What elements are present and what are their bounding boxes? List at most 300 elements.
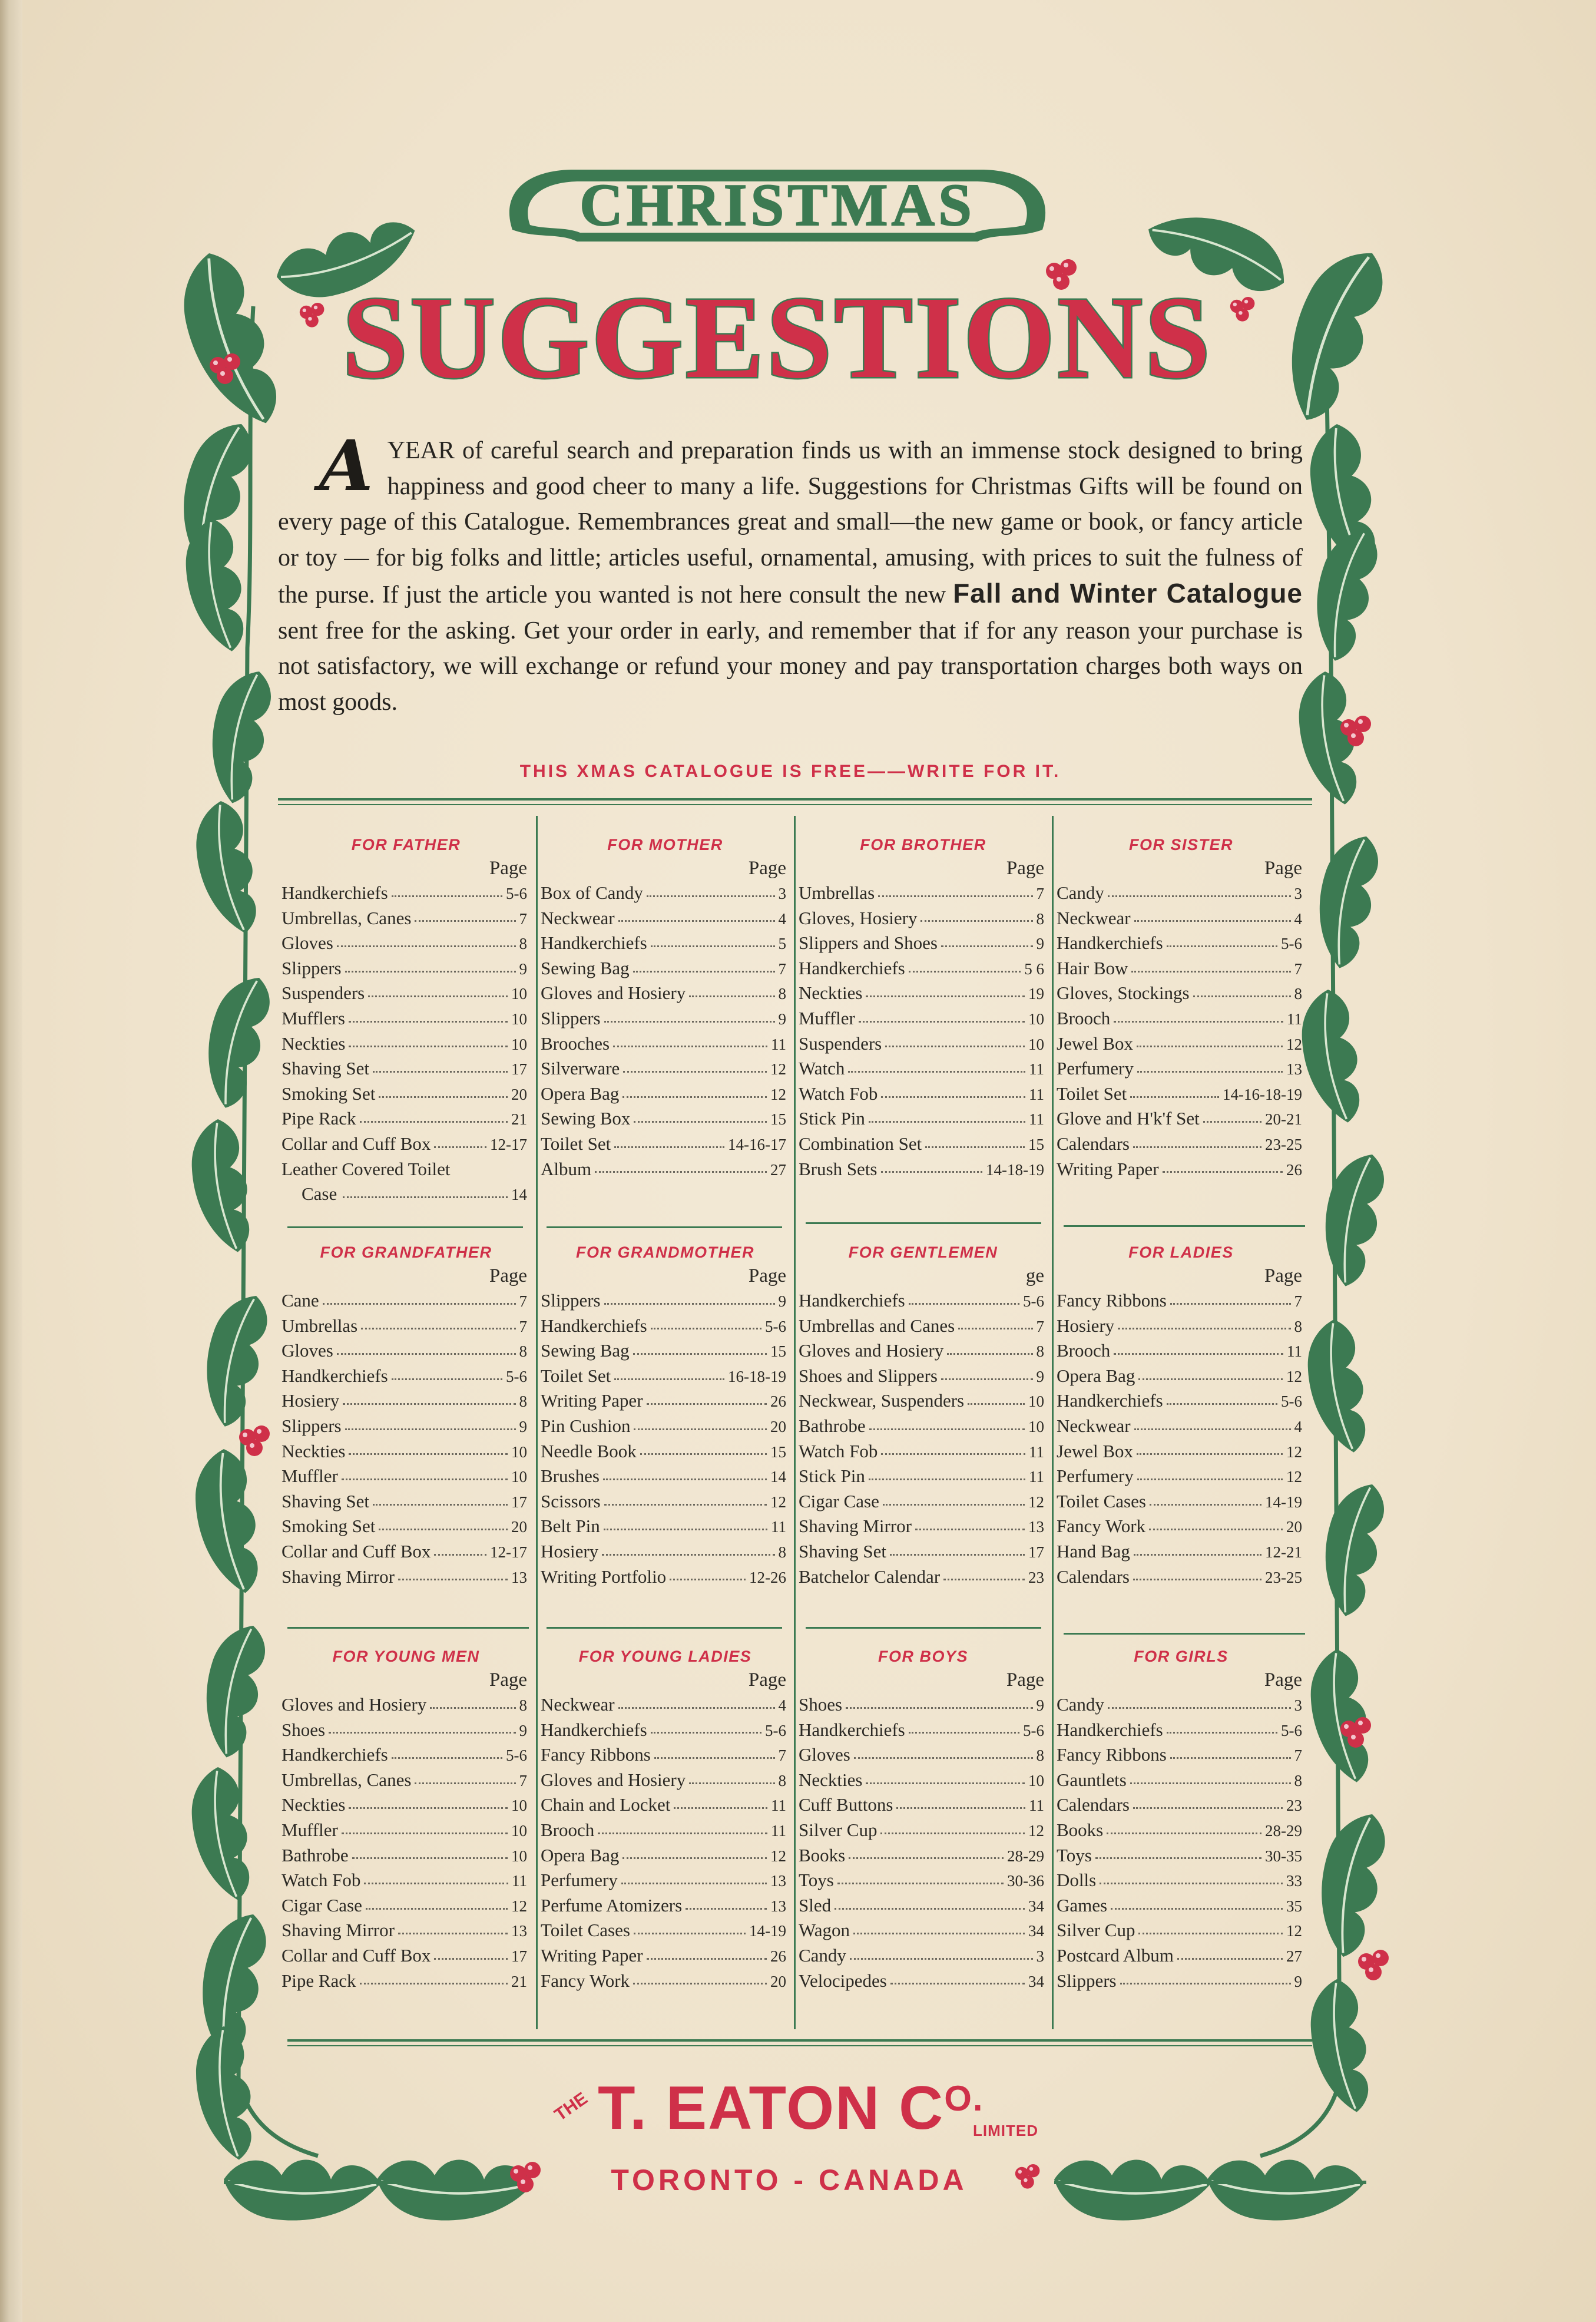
- leader-dots: [883, 1504, 1025, 1506]
- item-name: Cane: [282, 1290, 319, 1311]
- item-page: 10: [1028, 1392, 1044, 1411]
- leader-dots: [360, 1983, 508, 1984]
- list-item: [1053, 1843, 1309, 1868]
- category-for-girls: [1053, 1645, 1309, 1993]
- item-name: Hosiery: [282, 1390, 340, 1411]
- item-name: Shaving Mirror: [799, 1516, 912, 1537]
- item-name: Neckwear: [541, 907, 615, 928]
- item-name: Neckties: [799, 983, 863, 1004]
- leader-dots: [368, 995, 508, 997]
- item-name: Shaving Set: [282, 1058, 369, 1079]
- item-page: 10: [1028, 1035, 1044, 1053]
- leader-dots: [689, 1782, 774, 1784]
- list-item: [795, 1564, 1051, 1590]
- item-name: Umbrellas: [282, 1315, 358, 1336]
- list-item: [795, 956, 1051, 981]
- list-item: [278, 1106, 534, 1132]
- item-name: Neckties: [799, 1769, 863, 1790]
- item-page: 8: [519, 935, 527, 953]
- item-name: Gloves and Hosiery: [799, 1340, 944, 1361]
- list-item: [537, 1288, 793, 1314]
- item-page: 35: [1286, 1897, 1302, 1915]
- item-page: 11: [512, 1872, 527, 1890]
- leader-dots: [670, 1579, 746, 1580]
- page-column-header: Page: [1264, 1265, 1302, 1286]
- item-name: Neckwear, Suspenders: [799, 1390, 965, 1411]
- item-page: 10: [511, 985, 527, 1003]
- category-title: FOR SISTER: [1128, 836, 1233, 854]
- list-item: [537, 1132, 793, 1157]
- item-name: Brushes: [541, 1466, 600, 1487]
- leader-dots: [849, 1857, 1004, 1859]
- list-item: [1053, 1893, 1309, 1919]
- item-name: Opera Bag: [541, 1083, 620, 1104]
- item-name: Pipe Rack: [282, 1970, 356, 1991]
- item-page: 28-29: [1265, 1821, 1302, 1840]
- list-item: [1053, 1718, 1309, 1743]
- list-item: [1053, 931, 1309, 956]
- item-name: Bathrobe: [799, 1415, 866, 1436]
- list-item: [537, 1943, 793, 1969]
- item-page: 4: [1294, 1417, 1302, 1435]
- leader-dots: [379, 1529, 508, 1530]
- list-item: [795, 1414, 1051, 1439]
- item-name: Watch: [799, 1058, 845, 1079]
- item-name: Handkerchiefs: [282, 1365, 388, 1386]
- item-name: Velocipedes: [799, 1970, 887, 1991]
- intro-text-after: sent free for the asking. Get your order in early, and remember that if for any reason your purchase is not satisfactory, we will exchange or refund your money and pay transportation charges both ways on most goods.: [278, 617, 1303, 716]
- leader-dots: [392, 895, 502, 897]
- leader-dots: [1149, 1529, 1283, 1530]
- item-name: Books: [799, 1844, 846, 1865]
- list-item: [1053, 1564, 1309, 1590]
- item-name: Slippers: [282, 957, 342, 978]
- list-item: [795, 1692, 1051, 1718]
- leader-dots: [366, 1908, 508, 1910]
- list-item: [1053, 1388, 1309, 1414]
- item-page: 14: [770, 1468, 786, 1486]
- suggestions-title: [318, 265, 1237, 406]
- list-item: [1053, 1314, 1309, 1339]
- item-name: Wagon: [799, 1920, 850, 1941]
- leader-dots: [968, 1403, 1025, 1405]
- company-city: TORONTO - CANADA: [611, 2164, 968, 2197]
- item-page: 20: [770, 1972, 786, 1990]
- item-name: Muffler: [282, 1466, 338, 1487]
- item-name: Slippers: [541, 1290, 601, 1311]
- item-name: Sled: [799, 1894, 832, 1916]
- leader-dots: [909, 1303, 1019, 1305]
- list-item: [278, 1969, 534, 1994]
- leader-dots: [1170, 1757, 1291, 1759]
- list-item: [795, 1031, 1051, 1057]
- category-for-boys: [795, 1645, 1051, 1993]
- list-item: [537, 1768, 793, 1793]
- item-name: Silverware: [541, 1058, 620, 1079]
- rule-bottom-2: [287, 2045, 1312, 2046]
- leader-dots: [1100, 1883, 1283, 1884]
- item-name: Pipe Rack: [282, 1108, 356, 1129]
- item-page: 12: [1286, 1443, 1302, 1461]
- leader-dots: [1134, 1428, 1291, 1430]
- leader-dots: [1193, 995, 1291, 997]
- page-column-header: Page: [1006, 1669, 1044, 1691]
- item-name: Shoes: [799, 1694, 843, 1715]
- item-page: 10: [511, 1797, 527, 1815]
- item-name: Box of Candy: [541, 882, 643, 903]
- leader-dots: [415, 920, 515, 922]
- list-item: [795, 1539, 1051, 1564]
- item-name: Writing Paper: [1057, 1158, 1159, 1179]
- item-page: 5: [778, 935, 786, 953]
- leader-dots: [1163, 1171, 1283, 1173]
- list-item: [795, 1843, 1051, 1868]
- leader-dots: [349, 1021, 508, 1023]
- item-name: Gloves and Hosiery: [541, 1769, 686, 1790]
- list-item: [278, 1489, 534, 1514]
- leader-dots: [647, 1958, 767, 1960]
- leader-dots: [947, 1353, 1032, 1355]
- leader-dots: [1203, 1121, 1261, 1123]
- list-item: [1053, 1157, 1309, 1182]
- leader-dots: [1107, 1833, 1261, 1834]
- page-column-header: Page: [489, 858, 527, 879]
- category-for-young-ladies: [537, 1645, 793, 1993]
- item-page: 8: [1294, 1771, 1302, 1790]
- item-name: Jewel Box: [1057, 1033, 1134, 1054]
- list-item: [537, 1868, 793, 1893]
- item-name: Watch Fob: [799, 1440, 878, 1461]
- leader-dots: [1134, 920, 1291, 922]
- leader-dots: [337, 1353, 516, 1355]
- page-column-header: Page: [489, 1265, 527, 1286]
- item-page: 5-6: [506, 1747, 527, 1765]
- item-name: Neckwear: [1057, 1415, 1131, 1436]
- item-name: Case: [302, 1183, 337, 1205]
- list-item: [795, 1081, 1051, 1107]
- item-page: 9: [519, 1721, 527, 1739]
- item-page: 12-26: [749, 1568, 786, 1586]
- item-page: 10: [1028, 1010, 1044, 1028]
- item-page: 5 6: [1024, 960, 1044, 978]
- list-item: [537, 906, 793, 931]
- leader-dots: [854, 1757, 1033, 1759]
- list-item: [795, 1943, 1051, 1969]
- item-page: 5-6: [1023, 1292, 1044, 1310]
- leader-dots: [1131, 971, 1290, 973]
- item-name: Silver Cup: [1057, 1920, 1135, 1941]
- item-name: Fancy Ribbons: [541, 1744, 651, 1765]
- item-name: Dolls: [1057, 1870, 1097, 1891]
- item-page: 11: [1287, 1342, 1302, 1361]
- item-page: 30-36: [1007, 1872, 1044, 1890]
- list-item: [278, 1006, 534, 1031]
- item-name: Writing Portfolio: [541, 1566, 667, 1587]
- item-page: 12: [1286, 1367, 1302, 1385]
- list-item: [795, 1388, 1051, 1414]
- item-page: 11: [1029, 1468, 1044, 1486]
- leader-dots: [866, 1782, 1025, 1784]
- item-name: Neckties: [282, 1033, 346, 1054]
- item-page: 4: [778, 1696, 786, 1714]
- item-page: 34: [1028, 1897, 1044, 1915]
- list-item: [278, 1514, 534, 1539]
- list-item: [795, 1006, 1051, 1031]
- list-item: [278, 1439, 534, 1464]
- page-column-header: Page: [1006, 858, 1044, 879]
- list-item: [795, 1464, 1051, 1489]
- leader-dots: [878, 895, 1032, 897]
- leader-dots: [360, 1121, 508, 1123]
- item-name: Neckwear: [1057, 907, 1131, 928]
- item-name: Gloves: [282, 932, 333, 954]
- item-page: 13: [770, 1872, 786, 1890]
- leader-dots: [623, 1071, 767, 1073]
- item-name: Umbrellas, Canes: [282, 907, 412, 928]
- list-item: [795, 931, 1051, 956]
- item-page: 9: [1036, 1696, 1044, 1714]
- item-name: Hosiery: [1057, 1315, 1115, 1336]
- item-name: Slippers: [1057, 1970, 1117, 1991]
- item-page: 4: [1294, 909, 1302, 928]
- list-item: [795, 1918, 1051, 1943]
- leader-dots: [943, 1579, 1025, 1580]
- leader-dots: [885, 1046, 1025, 1047]
- list-item: [278, 1893, 534, 1919]
- item-page: 9: [1294, 1972, 1302, 1990]
- item-name: Batchelor Calendar: [799, 1566, 941, 1587]
- item-name: Sewing Bag: [541, 1340, 630, 1361]
- list-item: [537, 1539, 793, 1564]
- leader-dots: [1137, 1453, 1283, 1455]
- item-page: 7: [1036, 885, 1044, 902]
- item-page: 34: [1028, 1972, 1044, 1990]
- item-page: 12-17: [490, 1135, 527, 1153]
- category-for-young-men: [278, 1645, 534, 1993]
- list-item: [278, 1768, 534, 1793]
- list-item: [278, 1182, 534, 1207]
- item-name: Handkerchiefs: [799, 957, 905, 978]
- item-page: 12: [1286, 1035, 1302, 1053]
- leader-dots: [915, 1529, 1025, 1530]
- leader-dots: [392, 1757, 502, 1759]
- list-item: [795, 1514, 1051, 1539]
- item-page: 12: [770, 1085, 786, 1103]
- leader-dots: [869, 1478, 1025, 1480]
- leader-dots: [1130, 1782, 1291, 1784]
- item-page: 19: [1028, 985, 1044, 1003]
- item-page: 3: [1294, 885, 1302, 902]
- list-item: [1053, 1868, 1309, 1893]
- item-page: 10: [511, 1010, 527, 1028]
- item-name: Gauntlets: [1057, 1769, 1127, 1790]
- leader-dots: [392, 1378, 502, 1380]
- item-name: Album: [541, 1158, 592, 1179]
- leader-dots: [881, 1096, 1025, 1098]
- leader-dots: [920, 920, 1032, 922]
- list-item: [278, 1718, 534, 1743]
- leader-dots: [634, 1121, 767, 1123]
- item-name: Fancy Ribbons: [1057, 1744, 1167, 1765]
- item-name: Fancy Work: [541, 1970, 630, 1991]
- item-page: 23: [1028, 1568, 1044, 1586]
- category-title: FOR BOYS: [878, 1648, 968, 1665]
- item-name: Smoking Set: [282, 1083, 376, 1104]
- leader-dots: [859, 1021, 1025, 1023]
- item-page: 8: [519, 1696, 527, 1714]
- item-name: Neckties: [282, 1794, 346, 1815]
- list-item: [1053, 1792, 1309, 1818]
- item-name: Needle Book: [541, 1440, 637, 1461]
- category-for-mother: [537, 833, 793, 1182]
- item-page: 26: [770, 1947, 786, 1965]
- item-page: 7: [778, 1747, 786, 1765]
- leader-dots: [1134, 1554, 1261, 1556]
- item-page: 27: [770, 1160, 786, 1179]
- list-item: [537, 1893, 793, 1919]
- list-item: [278, 1464, 534, 1489]
- list-item: [537, 1414, 793, 1439]
- leader-dots: [595, 1171, 767, 1173]
- leader-dots: [1138, 1933, 1283, 1934]
- list-item: [795, 1314, 1051, 1339]
- item-page: 17: [1028, 1543, 1044, 1561]
- list-item: [278, 1868, 534, 1893]
- item-page: 12-21: [1265, 1543, 1302, 1561]
- leader-dots: [1167, 1732, 1277, 1734]
- list-item: [278, 1818, 534, 1843]
- leader-dots: [1108, 895, 1291, 897]
- item-page: 5-6: [765, 1317, 786, 1335]
- item-name: Handkerchiefs: [1057, 1719, 1163, 1740]
- item-page: 11: [1029, 1085, 1044, 1103]
- item-name: Collar and Cuff Box: [282, 1540, 431, 1562]
- item-name: Collar and Cuff Box: [282, 1944, 431, 1966]
- item-name: Mufflers: [282, 1007, 345, 1028]
- leader-dots: [853, 1933, 1025, 1934]
- list-item: [537, 1564, 793, 1590]
- item-name: Hosiery: [541, 1540, 599, 1562]
- leader-dots: [941, 945, 1033, 947]
- item-name: Silver Cup: [799, 1819, 878, 1840]
- list-item: [795, 1338, 1051, 1364]
- item-page: 7: [778, 960, 786, 978]
- item-name: Handkerchiefs: [799, 1719, 905, 1740]
- suggestion-grid: [278, 816, 1312, 2029]
- leader-dots: [364, 1883, 508, 1884]
- leader-dots: [622, 1096, 767, 1098]
- list-item: [1053, 1918, 1309, 1943]
- item-name: Shoes: [282, 1719, 326, 1740]
- page-column-header: Page: [1264, 1669, 1302, 1691]
- item-name: Watch Fob: [799, 1083, 878, 1104]
- list-item: [537, 1157, 793, 1182]
- item-name: Belt Pin: [541, 1516, 600, 1537]
- title-suggestions: SUGGESTIONS: [342, 273, 1213, 403]
- item-name: Perfumery: [1057, 1058, 1134, 1079]
- item-name: Calendars: [1057, 1133, 1130, 1154]
- list-item: [278, 1564, 534, 1590]
- item-name: Stick Pin: [799, 1108, 865, 1129]
- list-item: [278, 906, 534, 931]
- list-item: [1053, 906, 1309, 931]
- item-name: Neckwear: [541, 1694, 615, 1715]
- leader-dots: [674, 1807, 767, 1809]
- item-name: Fancy Ribbons: [1057, 1290, 1167, 1311]
- leader-dots: [621, 1883, 767, 1884]
- item-page: 14-19: [749, 1922, 786, 1940]
- item-page: 3: [778, 885, 786, 902]
- list-item: [1053, 981, 1309, 1006]
- item-page: 7: [1294, 1292, 1302, 1310]
- page-column-header: ge: [1025, 1265, 1044, 1286]
- leader-dots: [342, 1478, 508, 1480]
- list-item: [795, 1893, 1051, 1919]
- list-item: [1053, 1414, 1309, 1439]
- leader-dots: [880, 1833, 1025, 1834]
- item-name: Neckties: [282, 1440, 346, 1461]
- leader-dots: [434, 1958, 508, 1960]
- list-item: [1053, 1338, 1309, 1364]
- item-page: 13: [511, 1922, 527, 1940]
- leader-dots: [634, 1933, 746, 1934]
- item-page: 34: [1028, 1922, 1044, 1940]
- item-page: 7: [1294, 960, 1302, 978]
- leader-dots: [1137, 1071, 1283, 1073]
- item-name: Candy: [1057, 882, 1104, 903]
- leader-dots: [651, 1328, 761, 1329]
- list-item: [1053, 1106, 1309, 1132]
- item-name: Perfume Atomizers: [541, 1894, 683, 1916]
- list-item: [1053, 1489, 1309, 1514]
- leader-dots: [633, 1353, 767, 1355]
- leader-dots: [349, 1453, 508, 1455]
- item-page: 12: [1028, 1821, 1044, 1840]
- item-name: Writing Paper: [541, 1944, 643, 1966]
- item-page: 20: [511, 1085, 527, 1103]
- item-page: 13: [1028, 1518, 1044, 1536]
- list-item: [537, 931, 793, 956]
- leader-dots: [1111, 1908, 1283, 1910]
- item-page: 8: [1036, 909, 1044, 928]
- item-name: Collar and Cuff Box: [282, 1133, 431, 1154]
- item-page: 5-6: [506, 885, 527, 902]
- leader-dots: [373, 1504, 508, 1506]
- item-name: Candy: [1057, 1694, 1104, 1715]
- leader-dots: [434, 1554, 486, 1556]
- leader-dots: [633, 971, 775, 973]
- list-item: [795, 981, 1051, 1006]
- item-page: 11: [771, 1821, 786, 1840]
- free-catalogue-notice: THIS XMAS CATALOGUE IS FREE——WRITE FOR IT.: [519, 762, 1061, 781]
- item-page: 8: [519, 1342, 527, 1361]
- category-for-gentlemen: [795, 1241, 1051, 1589]
- category-for-ladies: [1053, 1241, 1309, 1589]
- item-page: 7: [1036, 1317, 1044, 1335]
- leader-dots: [1150, 1504, 1261, 1506]
- item-name: Postcard Album: [1057, 1944, 1174, 1966]
- list-item: [537, 1818, 793, 1843]
- item-page: 17: [511, 1493, 527, 1511]
- list-item: [537, 981, 793, 1006]
- item-name: Shoes and Slippers: [799, 1365, 938, 1386]
- item-name: Gloves, Stockings: [1057, 983, 1190, 1004]
- item-page: 15: [1028, 1135, 1044, 1153]
- page-column-header: Page: [748, 1265, 786, 1286]
- leader-dots: [349, 1807, 508, 1809]
- category-title: FOR LADIES: [1128, 1243, 1234, 1261]
- item-name: Handkerchiefs: [541, 1315, 647, 1336]
